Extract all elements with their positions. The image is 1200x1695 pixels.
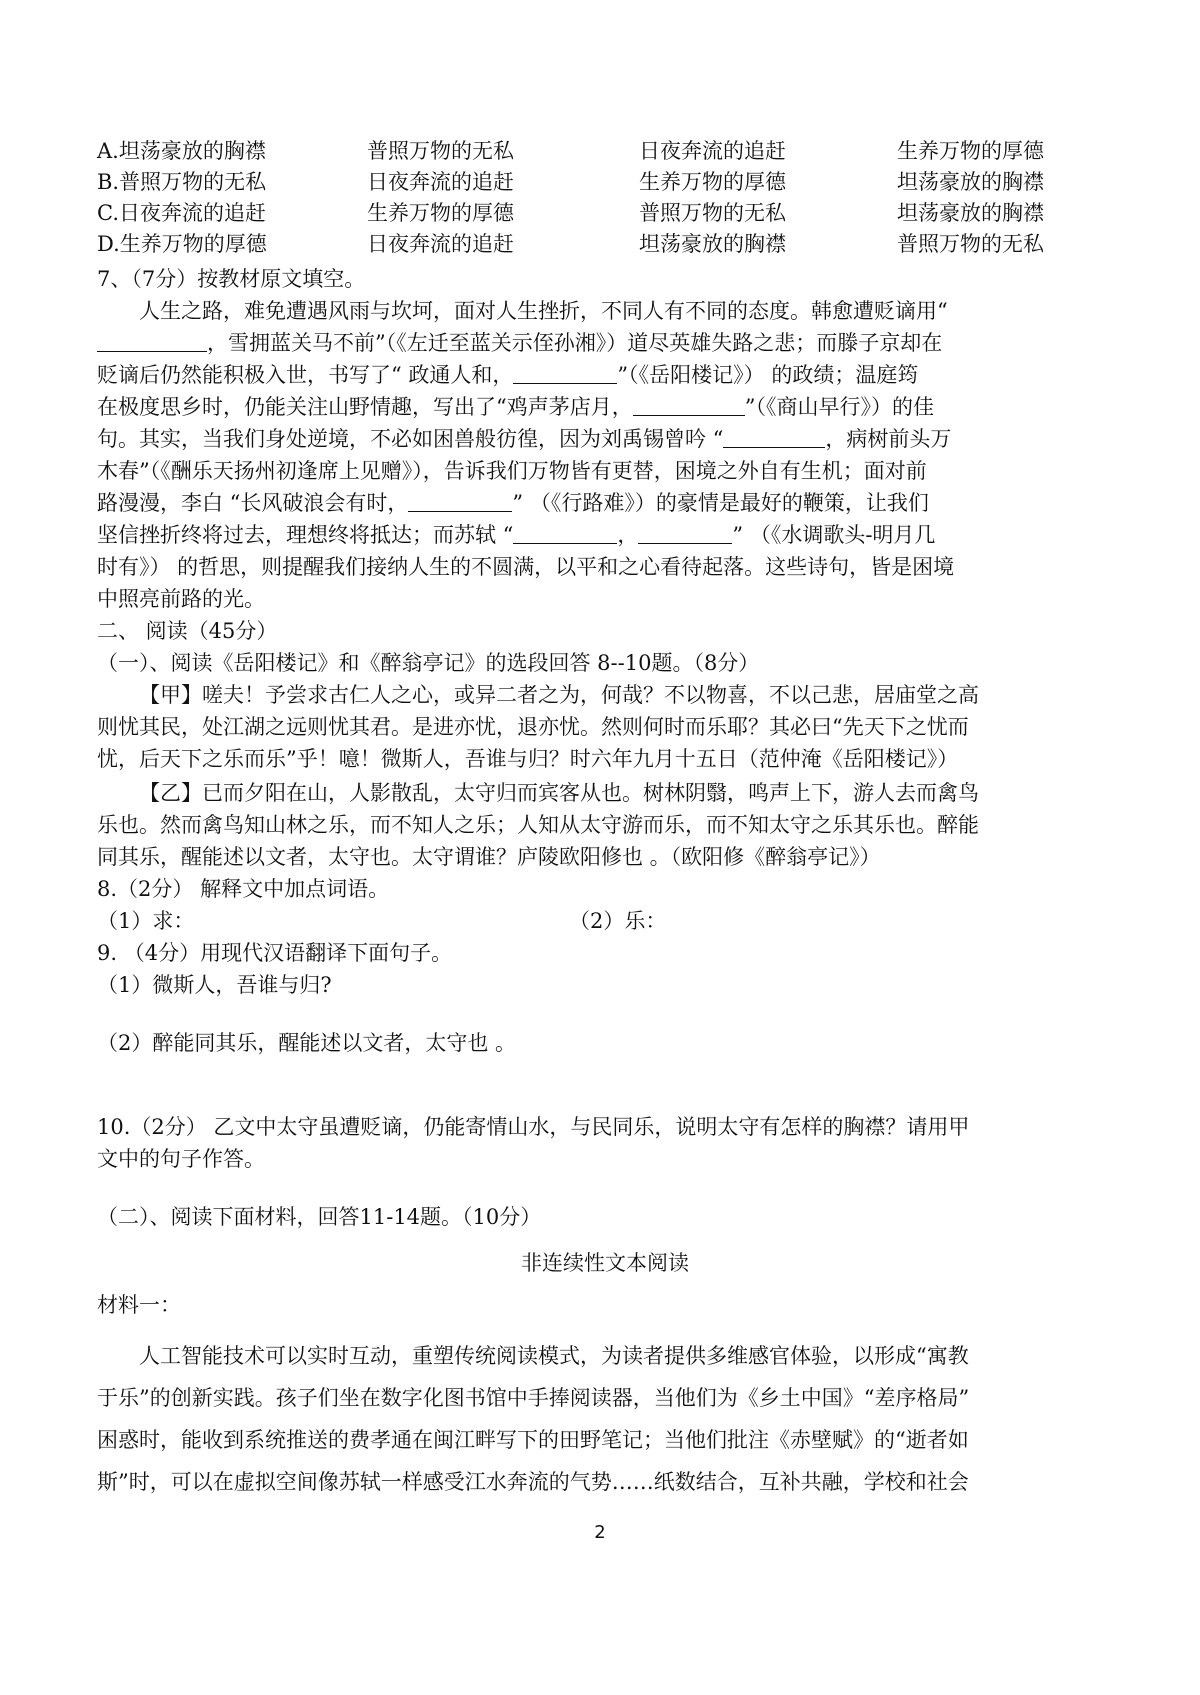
fill-blank[interactable] [723, 425, 825, 448]
option-cell: 普照万物的无私 [639, 201, 786, 225]
q8-item-2: （2）乐： [569, 909, 667, 933]
q7-text: ，病树前头万 [825, 427, 952, 451]
fill-blank[interactable] [513, 521, 617, 544]
q7-text: 句。其实，当我们身处逆境，不必如困兽般彷徨，因为刘禹锡曾吟 “ [97, 427, 724, 451]
fill-blank[interactable] [638, 521, 732, 544]
passage-line: 同其乐，醒能述以文者，太守也。太守谓谁？庐陵欧阳修也 。（欧阳修《醉翁亭记》） [97, 845, 881, 869]
material-line: 困惑时，能收到系统推送的费孝通在闽江畔写下的田野笔记；当他们批注《赤壁赋》的“逝者如 [97, 1428, 969, 1452]
material-line: 于乐”的创新实践。孩子们坐在数字化图书馆中手捧阅读器，当他们为《乡土中国》“差序格局” [97, 1386, 970, 1410]
q7-text: 路漫漫，李白 “长风破浪会有时， [97, 491, 409, 515]
q6-options [97, 136, 1113, 260]
q7-line [97, 423, 1113, 455]
q9-item-1: （1）微斯人，吾谁与归? [97, 973, 332, 997]
fill-blank[interactable] [513, 361, 617, 384]
option-cell: 普照万物的无私 [897, 232, 1044, 256]
fill-blank[interactable] [97, 329, 207, 352]
section-title: 二、 阅读（45分） [97, 619, 278, 643]
option-cell: D.生养万物的厚德 [97, 232, 267, 256]
q7-text: ” （《行路难》）的豪情是最好的鞭策，让我们 [512, 491, 929, 515]
question-10-cont: 文中的句子作答。 [97, 1147, 265, 1171]
q7-line [97, 327, 1113, 359]
q7-text: 贬谪后仍然能积极入世，书写了“ 政通人和， [97, 363, 514, 387]
q7-text: ” （《水调歌头-明月几 [732, 523, 936, 547]
section-reading [97, 615, 1113, 1503]
material-1-text [97, 1335, 1113, 1503]
material-line: 人工智能技术可以实时互动，重塑传统阅读模式，为读者提供多维感官体验，以形成“寓教 [139, 1344, 969, 1368]
passage-jia [97, 679, 1113, 775]
option-row-d [97, 229, 1113, 260]
q7-title: 7、（7分）按教材原文填空。 [97, 267, 366, 291]
passage-yi [97, 777, 1113, 873]
material-heading: 非连续性文本阅读 [521, 1251, 689, 1275]
option-cell: B.普照万物的无私 [97, 170, 267, 194]
q7-line [97, 391, 1113, 423]
q7-text: ，雪拥蓝关马不前”（《左迁至蓝关示侄孙湘》）道尽英雄失路之悲；而滕子京却在 [207, 331, 943, 355]
option-row-c [97, 198, 1113, 229]
q7-line [97, 487, 1113, 519]
fill-blank[interactable] [408, 489, 512, 512]
passage-line: 乐也。然而禽鸟知山林之乐，而不知人之乐；人知从太守游而乐，而不知太守之乐其乐也。醉能 [97, 813, 979, 837]
q7-text: ”（《商山早行》）的佳 [744, 395, 934, 419]
option-cell: 坦荡豪放的胸襟 [897, 201, 1044, 225]
q7-text: 在极度思乡时，仍能关注山野情趣，写出了“鸡声茅店月， [97, 395, 633, 419]
subsection-title-2: （二）、阅读下面材料，回答11-14题。（10分） [97, 1205, 542, 1229]
q7-line [97, 359, 1113, 391]
option-row-a [97, 136, 1113, 167]
q7-text: 坚信挫折终将过去，理想终将抵达；而苏轼 “ [97, 523, 514, 547]
passage-line: 【甲】嗟夫！予尝求古仁人之心，或异二者之为，何哉？不以物喜，不以己悲，居庙堂之高 [139, 683, 979, 707]
option-cell: 日夜奔流的追赶 [639, 139, 786, 163]
option-cell: A.坦荡豪放的胸襟 [97, 139, 266, 163]
page-number: 2 [594, 1522, 606, 1543]
question-9: 9. （4分）用现代汉语翻译下面句子。 [97, 941, 453, 965]
passage-line: 则忧其民，处江湖之远则忧其君。是进亦忧，退亦忧。然则何时而乐耶？其必曰“先天下之忧而 [97, 715, 969, 739]
q8-items [97, 905, 1113, 937]
option-cell: 坦荡豪放的胸襟 [639, 232, 786, 256]
q7-line: 木春”（《酬乐天扬州初逢席上见赠》），告诉我们万物皆有更替，困境之外自有生机；面对前 [97, 459, 927, 483]
question-7 [97, 263, 1113, 615]
fill-blank[interactable] [633, 393, 745, 416]
option-cell: 日夜奔流的追赶 [367, 232, 514, 256]
q7-line [97, 519, 1113, 551]
option-cell: 日夜奔流的追赶 [367, 170, 514, 194]
q8-item-1: （1）求： [97, 909, 195, 933]
option-cell: 普照万物的无私 [367, 139, 514, 163]
material-1-label: 材料一： [97, 1293, 181, 1317]
option-cell: 生养万物的厚德 [639, 170, 786, 194]
q7-text: ”（《岳阳楼记》） 的政绩；温庭筠 [617, 363, 919, 387]
option-row-b [97, 167, 1113, 198]
option-cell: 坦荡豪放的胸襟 [897, 170, 1044, 194]
q7-line: 中照亮前路的光。 [97, 587, 265, 611]
question-8: 8.（2分） 解释文中加点词语。 [97, 877, 390, 901]
passage-line: 【乙】已而夕阳在山，人影散乱，太守归而宾客从也。树林阴翳，鸣声上下，游人去而禽鸟 [139, 781, 979, 805]
q7-line: 时有》） 的哲思，则提醒我们接纳人生的不圆满，以平和之心看待起落。这些诗句，皆是困境 [97, 555, 955, 579]
question-10: 10.（2分） 乙文中太守虽遭贬谪，仍能寄情山水，与民同乐，说明太守有怎样的胸襟？请用甲 [97, 1115, 970, 1139]
option-cell: 生养万物的厚德 [367, 201, 514, 225]
q9-item-2: （2）醉能同其乐，醒能述以文者，太守也 。 [97, 1031, 517, 1055]
q7-line: 人生之路，难免遭遇风雨与坎坷，面对人生挫折，不同人有不同的态度。韩愈遭贬谪用“ [139, 299, 948, 323]
q7-text: ， [617, 523, 639, 547]
passage-line: 忧，后天下之乐而乐”乎！噫！微斯人，吾谁与归？时六年九月十五日（范仲淹《岳阳楼记》） [97, 747, 959, 771]
material-line: 斯”时，可以在虚拟空间像苏轼一样感受江水奔流的气势……纸数结合，互补共融，学校和社会 [97, 1470, 969, 1494]
option-cell: 生养万物的厚德 [897, 139, 1044, 163]
option-cell: C.日夜奔流的追赶 [97, 201, 266, 225]
subsection-title: （一）、阅读《岳阳楼记》和《醉翁亭记》的选段回答 8--10题。（8分） [97, 651, 760, 675]
